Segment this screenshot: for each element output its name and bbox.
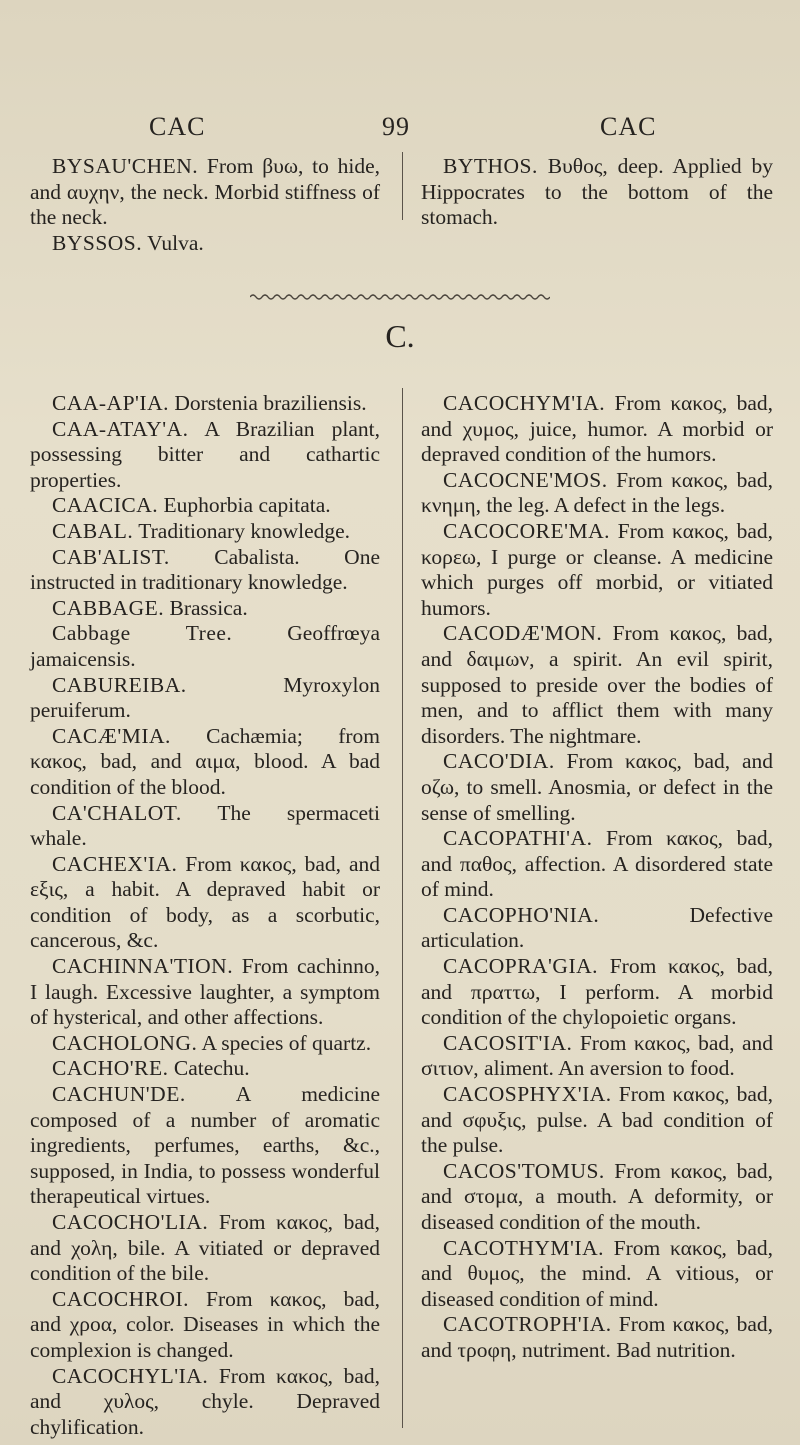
entry-definition: From κακος, bad, and χροα, color. Diseases in which the complexion is changed. [30,1286,380,1362]
entry-definition: From κακος, bad, and χυλος, chyle. Depraved chylification. [30,1363,380,1439]
entry-headword: CAACICA. [52,493,159,518]
dictionary-entry [30,545,380,596]
entry-definition: From κακος, bad, and οζω, to smell. Anosmia, or defect in the sense of smelling. [421,749,773,825]
entry-headword: CACHUN'DE. [52,1082,186,1107]
dictionary-entry [421,1031,773,1082]
entry-headword: CABBAGE. [52,595,165,620]
dictionary-entry [30,596,380,622]
entry-definition: From κακος, bad, and δαιμων, a spirit. An evil spirit, supposed to preside over the bodies of men, and to afflict them with many disorders. The nightmare. [421,621,773,748]
dictionary-entry [30,1031,380,1057]
entry-headword: CA'CHALOT. [52,800,182,825]
section-letter: C. [385,318,415,354]
dictionary-entry [421,468,773,519]
dictionary-entry [30,954,380,1031]
entry-headword: CAA-ATAY'A. [52,416,189,441]
entry-definition: A Brazilian plant, possessing bitter and cathartic properties. [30,416,380,492]
entry-definition: Brassica. [164,595,248,620]
entry-headword: CACOCHO'LIA. [52,1210,209,1234]
dictionary-entry [30,852,380,954]
dictionary-entry [421,1159,773,1236]
entry-definition: Cachæmia; from κακος, bad, and αιμα, blood. A bad condition of the blood. [30,723,380,799]
section-divider [250,292,550,302]
entry-definition: Myroxylon peruiferum. [30,672,380,723]
entry-definition: Cabalista. One instructed in traditionary knowledge. [30,544,380,595]
entry-definition: Defective articulation. [421,902,773,953]
page-number: 99 [382,112,410,141]
entry-definition: From βυω, to hide, and αυχην, the neck. Morbid stiffness of the neck. [30,154,380,230]
entry-definition: From κακος, bad, and πραττω, I perform. A morbid condition of the chylopoietic organs. [421,954,773,1030]
entry-headword: CAB'ALIST. [52,544,170,569]
entry-definition: From κακος, bad, κνημη, the leg. A defect in the legs. [421,467,773,518]
dictionary-entry [421,621,773,749]
entry-headword: CACOTHYM'IA. [443,1235,604,1260]
dictionary-entry [30,1210,380,1287]
entry-headword: CABUREIBA. [52,672,187,697]
dictionary-entry [421,391,773,468]
dictionary-entry [30,493,380,519]
top-left-column [30,154,380,256]
entry-headword: Cabbage Tree. [52,621,233,646]
dictionary-entry [421,1312,773,1363]
entry-headword: CAA-AP'IA. [52,391,169,415]
top-right-column [421,154,773,231]
dictionary-entry [421,519,773,621]
dictionary-entry [421,826,773,903]
entry-definition: From κακος, bad, and σιτιον, aliment. An aversion to food. [421,1030,773,1081]
dictionary-entry [30,154,380,231]
entry-definition: From κακος, bad, and παθος, affection. A disordered state of mind. [421,826,773,902]
entry-definition: From κακος, bad, and στομα, a mouth. A deformity, or diseased condition of the mouth. [421,1158,773,1234]
entry-headword: CACOSIT'IA. [443,1030,573,1055]
entry-headword: CACÆ'MIA. [52,723,171,748]
entry-definition: From cachinno, I laugh. Excessive laughter, a symptom of hysterical, and other affections. [30,954,380,1030]
column-rule-top [402,152,403,220]
dictionary-entry [30,1082,380,1210]
dictionary-entry [421,1236,773,1313]
column-rule [402,388,403,1428]
entry-definition: Catechu. [168,1056,250,1081]
entry-definition: From κακος, bad, and σφυξις, pulse. A bad condition of the pulse. [421,1082,773,1158]
dictionary-entry [421,903,773,954]
entry-headword: CACOCHYM'IA. [443,391,606,415]
entry-headword: CACOCHROI. [52,1286,190,1311]
entry-headword: CACOPHO'NIA. [443,902,600,927]
entry-headword: CABAL. [52,518,134,543]
entry-definition: Vulva. [142,230,204,255]
entry-headword: CACOCORE'MA. [443,518,610,543]
entry-headword: CACHO'RE. [52,1056,169,1081]
entry-definition: Geoffrœya jamaicensis. [30,621,380,671]
dictionary-entry [421,954,773,1031]
entry-definition: From κακος, bad, and χολη, bile. A vitiated or depraved condition of the bile. [30,1210,380,1286]
header-right-guide: CAC [600,112,657,141]
entry-headword: BYSAU'CHEN. [52,154,199,178]
entry-headword: CACHOLONG. [52,1030,198,1055]
entry-definition: From κακος, bad, and εξις, a habit. A depraved habit or condition of body, as a scorbutic, cancerous, &c. [30,851,380,953]
entry-definition: Dorstenia braziliensis. [168,391,367,415]
header-left-guide: CAC [149,112,206,141]
entry-headword: BYSSOS. [52,230,143,255]
entry-headword: BYTHOS. [443,154,538,178]
left-column [30,391,380,1440]
dictionary-entry [30,417,380,494]
entry-headword: CACO'DIA. [443,749,555,774]
dictionary-entry [421,1082,773,1159]
dictionary-entry [30,519,380,545]
dictionary-entry [30,801,380,852]
entry-headword: CACOPRA'GIA. [443,954,599,979]
dictionary-entry [30,391,380,417]
entry-headword: CACHINNA'TION. [52,954,234,979]
dictionary-entry [30,231,380,257]
entry-definition: Traditionary knowledge. [133,518,351,543]
dictionary-entry [30,621,380,672]
entry-headword: CACOCHYL'IA. [52,1363,209,1388]
entry-headword: CACHEX'IA. [52,851,178,876]
entry-definition: From κακος, bad, κορεω, I purge or cleanse. A medicine which purges off morbid, or vitiated humors. [421,518,773,620]
dictionary-entry [30,1364,380,1441]
entry-definition: Βυθος, deep. Applied by Hippocrates to the bottom of the stomach. [421,154,773,230]
dictionary-entry [421,749,773,826]
entry-definition: From κακος, bad, and τροφη, nutriment. Bad nutrition. [421,1312,773,1362]
entry-definition: A medicine composed of a number of aromatic ingredients, perfumes, earths, &c., supposed, in India, to possess wonderful therapeutical virtues. [30,1082,380,1209]
dictionary-entry [421,154,773,231]
running-header [0,112,800,148]
entry-headword: CACOTROPH'IA. [443,1312,612,1337]
entry-definition: A species of quartz. [197,1030,372,1055]
entry-headword: CACOPATHI'A. [443,826,593,851]
dictionary-entry [30,1056,380,1082]
dictionary-entry [30,724,380,801]
entry-headword: CACOCNE'MOS. [443,467,608,492]
entry-definition: The spermaceti whale. [30,800,380,851]
right-column [421,391,773,1364]
entry-definition: From κακος, bad, and θυμος, the mind. A vitious, or diseased condition of mind. [421,1235,773,1311]
entry-definition: Euphorbia capitata. [158,493,331,518]
entry-headword: CACOSPHYX'IA. [443,1082,612,1107]
entry-headword: CACODÆ'MON. [443,621,603,646]
entry-headword: CACOS'TOMUS. [443,1158,605,1183]
entry-definition: From κακος, bad, and χυμος, juice, humor. A morbid or depraved condition of the humors. [421,391,773,467]
dictionary-entry [30,673,380,724]
dictionary-entry [30,1287,380,1364]
